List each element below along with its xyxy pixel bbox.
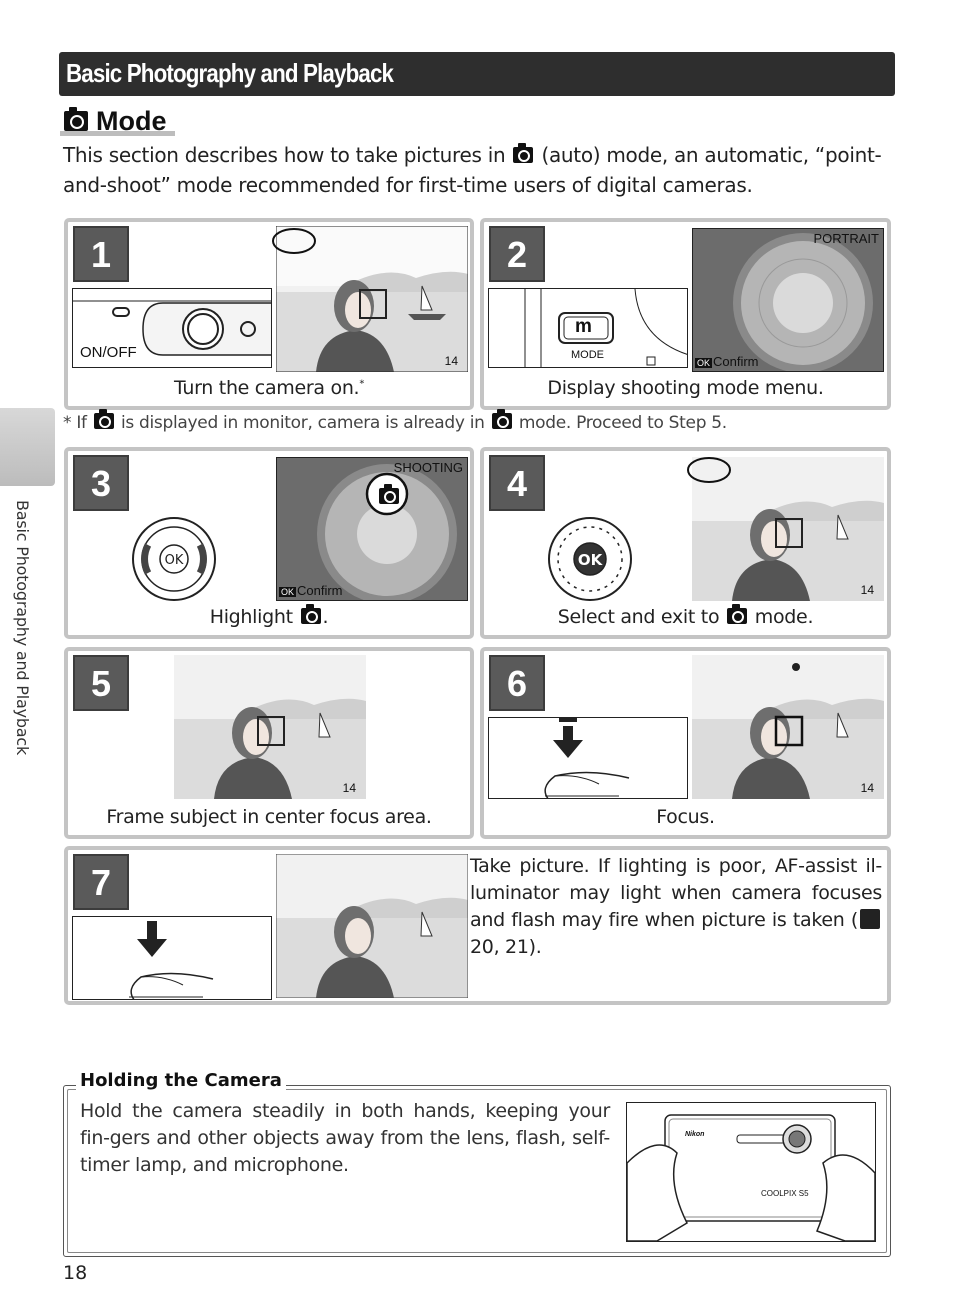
monitor-image bbox=[692, 655, 884, 799]
shooting-menu-screen bbox=[276, 457, 468, 601]
step-caption: Frame subject in center focus area. bbox=[106, 806, 432, 828]
shots-remaining: 14 bbox=[342, 781, 356, 795]
shots-remaining: 14 bbox=[860, 781, 874, 795]
holding-camera-illustration bbox=[626, 1102, 876, 1242]
mode-button-illustration bbox=[488, 288, 688, 368]
step-caption: Focus. bbox=[656, 806, 715, 828]
monitor-image bbox=[174, 655, 366, 799]
camera-icon bbox=[727, 608, 747, 624]
step-4-panel bbox=[480, 447, 891, 639]
camera-model: COOLPIX S5 bbox=[761, 1189, 809, 1198]
shots-remaining: 14 bbox=[444, 354, 458, 368]
holding-camera-title: Holding the Camera bbox=[76, 1070, 286, 1091]
step-number: 7 bbox=[73, 854, 129, 910]
step-3-panel bbox=[64, 447, 474, 639]
dial-ok-label: OK bbox=[577, 551, 603, 569]
section-header bbox=[59, 52, 895, 96]
holding-camera-text: Hold the camera steadily in both hands, keeping your fin-gers and other objects away from the lens, flash, self-timer lamp, and microphone. bbox=[80, 1100, 610, 1176]
page-number: 18 bbox=[63, 1262, 88, 1284]
step-caption: Turn the camera on.* bbox=[173, 377, 365, 399]
multi-selector-dial bbox=[130, 515, 218, 603]
step-caption: Display shooting mode menu. bbox=[547, 377, 824, 399]
footnote: * If is displayed in monitor, camera is already in mode. Proceed to Step 5. bbox=[63, 413, 727, 433]
step-caption: Select and exit to mode. bbox=[557, 606, 814, 628]
mode-heading bbox=[60, 106, 167, 136]
chapter-tab bbox=[0, 408, 55, 486]
step-1-panel bbox=[64, 218, 474, 410]
dial-ok-label: OK bbox=[164, 553, 184, 568]
step-caption: Highlight . bbox=[209, 606, 329, 628]
step-7-description: Take picture. If lighting is poor, AF-assist il-luminator may light when camera focuses and flash may fire when picture is taken (20, 21). bbox=[470, 855, 882, 958]
step-number: 6 bbox=[489, 655, 545, 711]
captured-photo bbox=[276, 854, 468, 998]
reference-icon bbox=[860, 909, 880, 929]
menu-title: PORTRAIT bbox=[813, 231, 879, 246]
ok-badge: OK bbox=[697, 358, 711, 368]
multi-selector-dial bbox=[546, 515, 634, 603]
portrait-menu-screen bbox=[692, 228, 884, 372]
highlight-circle bbox=[687, 455, 735, 485]
step-2-panel bbox=[480, 218, 891, 410]
step-number: 1 bbox=[73, 226, 129, 282]
confirm-label: Confirm bbox=[713, 354, 759, 369]
camera-icon bbox=[64, 111, 88, 131]
ok-badge: OK bbox=[281, 587, 295, 597]
chapter-tab-label: Basic Photography and Playback bbox=[13, 500, 32, 756]
shots-remaining: 14 bbox=[860, 583, 874, 597]
section-title: Basic Photography and Playback bbox=[66, 58, 394, 88]
menu-title: SHOOTING bbox=[393, 460, 463, 475]
mode-heading-text: Mode bbox=[96, 105, 167, 136]
mode-label: MODE bbox=[571, 349, 604, 361]
confirm-label: Confirm bbox=[297, 583, 343, 598]
holding-camera-box bbox=[63, 1070, 891, 1257]
step-number: 5 bbox=[73, 655, 129, 711]
camera-icon bbox=[379, 488, 399, 504]
camera-brand: Nikon bbox=[685, 1131, 705, 1138]
half-press-illustration bbox=[488, 717, 688, 799]
camera-icon bbox=[492, 413, 512, 429]
step-number: 3 bbox=[73, 455, 129, 511]
highlight-circle bbox=[272, 226, 320, 256]
onoff-label: ON/OFF bbox=[80, 344, 137, 361]
power-switch-illustration bbox=[72, 288, 272, 368]
step-5-panel bbox=[64, 647, 474, 839]
step-6-panel bbox=[480, 647, 891, 839]
camera-icon bbox=[94, 413, 114, 429]
step-number: 2 bbox=[489, 226, 545, 282]
intro-paragraph: This section describes how to take pictures in (auto) mode, an automatic, “point-and-shoot” mode recommended for first-time users of digital cameras. bbox=[63, 143, 882, 197]
mode-button-symbol: m bbox=[575, 316, 592, 337]
camera-icon bbox=[513, 147, 533, 163]
camera-icon bbox=[301, 608, 321, 624]
step-number: 4 bbox=[489, 455, 545, 511]
full-press-illustration bbox=[72, 916, 272, 1000]
